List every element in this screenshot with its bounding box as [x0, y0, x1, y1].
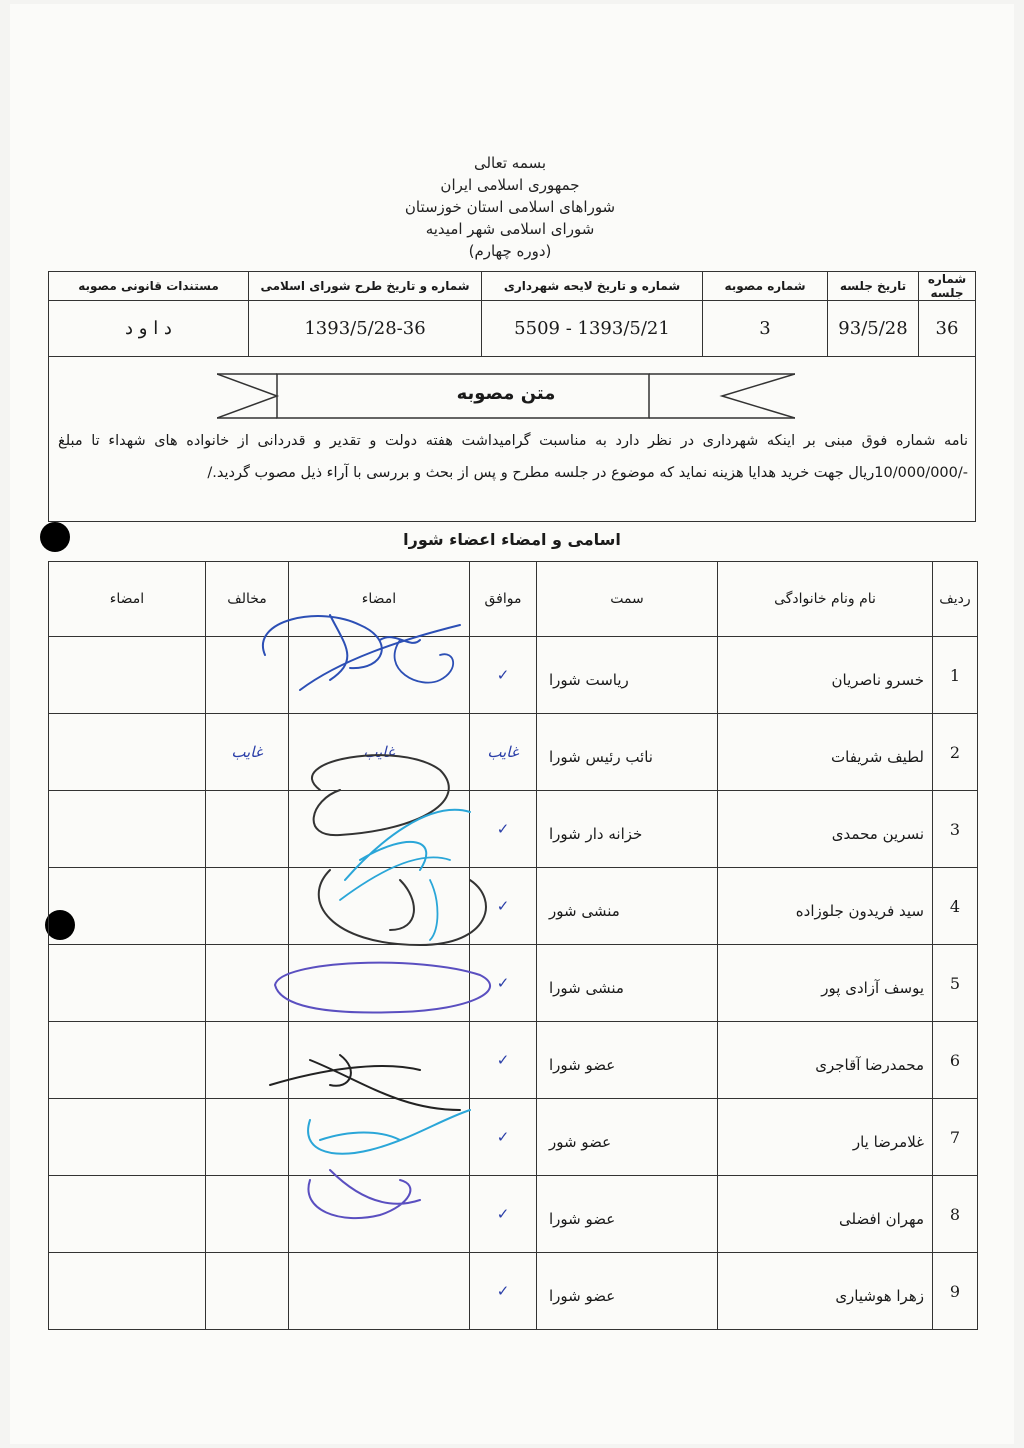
col-full-name: نام ونام خانوادگی — [718, 562, 933, 637]
member-name: زهرا هوشیاری — [718, 1253, 933, 1330]
agree-mark: غایب — [470, 714, 537, 791]
signature-1b — [395, 640, 454, 683]
header-line-3: شوراهای اسلامی استان خوزستان — [404, 198, 616, 216]
agree-mark: ✓ — [470, 1253, 537, 1330]
signature-1 — [263, 615, 460, 690]
member-role: منشی شور — [537, 868, 718, 945]
oppose-cell: غایب — [206, 714, 289, 791]
signature-4 — [319, 870, 486, 945]
col-oppose-signature: امضاء — [49, 562, 206, 637]
meta-header: مستندات قانونی مصوبه — [49, 272, 249, 301]
members-title: اسامی و امضاء اعضاء شورا — [403, 530, 621, 549]
member-name: سید فریدون جلوزاده — [718, 868, 933, 945]
meta-header: تاریخ جلسه — [828, 272, 919, 301]
signature-3 — [312, 755, 449, 835]
member-number: 3 — [933, 791, 978, 868]
member-number: 5 — [933, 945, 978, 1022]
member-role: عضو شورا — [537, 1176, 718, 1253]
header-line-5: (دوره چهارم) — [468, 242, 552, 260]
member-role: نائب رئیس شورا — [537, 714, 718, 791]
header-line-4: شورای اسلامی شهر امیدیه — [425, 220, 595, 238]
header-line-2: جمهوری اسلامی ایران — [440, 176, 580, 194]
agree-mark: ✓ — [470, 637, 537, 714]
agree-signature-cell: غایب — [289, 714, 470, 791]
signature-7 — [270, 1055, 460, 1110]
agree-mark: ✓ — [470, 1099, 537, 1176]
signature-4b — [340, 857, 450, 940]
agree-mark: ✓ — [470, 868, 537, 945]
member-number: 1 — [933, 637, 978, 714]
member-role: عضو شورا — [537, 1253, 718, 1330]
col-agree: موافق — [470, 562, 537, 637]
resolution-title: متن مصوبه — [456, 383, 556, 404]
header-line-1: بسمه تعالی — [473, 154, 547, 172]
resolution-text: نامه شماره فوق مبنی بر اینکه شهرداری در نظر دارد به مناسبت گرامیداشت هفته دولت و تقدیر و قدردانی از خانواده های شهداء تا مبلغ -/10/000/000ریال جهت خرید هدایا هزینه نماید که موضوع در جلسه مطرح و پس از بحث و بررسی با آراء ذیل مصوب گردید./ — [58, 433, 968, 481]
member-role: عضو شورا — [537, 1022, 718, 1099]
agree-mark: ✓ — [470, 1022, 537, 1099]
meta-header: شماره مصوبه — [703, 272, 828, 301]
member-name: لطیف شریفات — [718, 714, 933, 791]
agree-mark: ✓ — [470, 1176, 537, 1253]
col-position: سمت — [537, 562, 718, 637]
session-number: 36 — [919, 301, 976, 357]
legal-basis: د ا و د — [49, 301, 249, 357]
council-plan-ref: 1393/5/28-36 — [249, 301, 482, 357]
member-role: خزانه دار شورا — [537, 791, 718, 868]
member-name: یوسف آزادی پور — [718, 945, 933, 1022]
signature-9 — [308, 1170, 420, 1218]
municipal-bill-ref: 1393/5/21 - 5509 — [482, 301, 703, 357]
member-role: منشی شورا — [537, 945, 718, 1022]
meta-header: شماره و تاریخ طرح شورای اسلامی — [249, 272, 482, 301]
member-name: غلامرضا یار — [718, 1099, 933, 1176]
signature-8 — [308, 1110, 470, 1154]
col-row-number: ردیف — [933, 562, 978, 637]
member-role: عضو شور — [537, 1099, 718, 1176]
member-name: محمدرضا آقاجری — [718, 1022, 933, 1099]
member-role: ریاست شورا — [537, 637, 718, 714]
signature-3b — [345, 810, 470, 880]
member-number: 9 — [933, 1253, 978, 1330]
agree-mark: ✓ — [470, 945, 537, 1022]
agree-mark: ✓ — [470, 791, 537, 868]
col-agree-signature: امضاء — [289, 562, 470, 637]
member-name: مهران افضلی — [718, 1176, 933, 1253]
member-number: 8 — [933, 1176, 978, 1253]
member-name: خسرو ناصریان — [718, 637, 933, 714]
col-oppose: مخالف — [206, 562, 289, 637]
member-number: 2 — [933, 714, 978, 791]
member-name: نسرین محمدی — [718, 791, 933, 868]
member-number: 4 — [933, 868, 978, 945]
resolution-number: 3 — [703, 301, 828, 357]
signature-6 — [275, 963, 490, 1013]
session-date: 93/5/28 — [828, 301, 919, 357]
member-number: 6 — [933, 1022, 978, 1099]
meta-header: شماره جلسه — [919, 272, 976, 301]
meta-header: شماره و تاریخ لایحه شهرداری — [482, 272, 703, 301]
member-number: 7 — [933, 1099, 978, 1176]
